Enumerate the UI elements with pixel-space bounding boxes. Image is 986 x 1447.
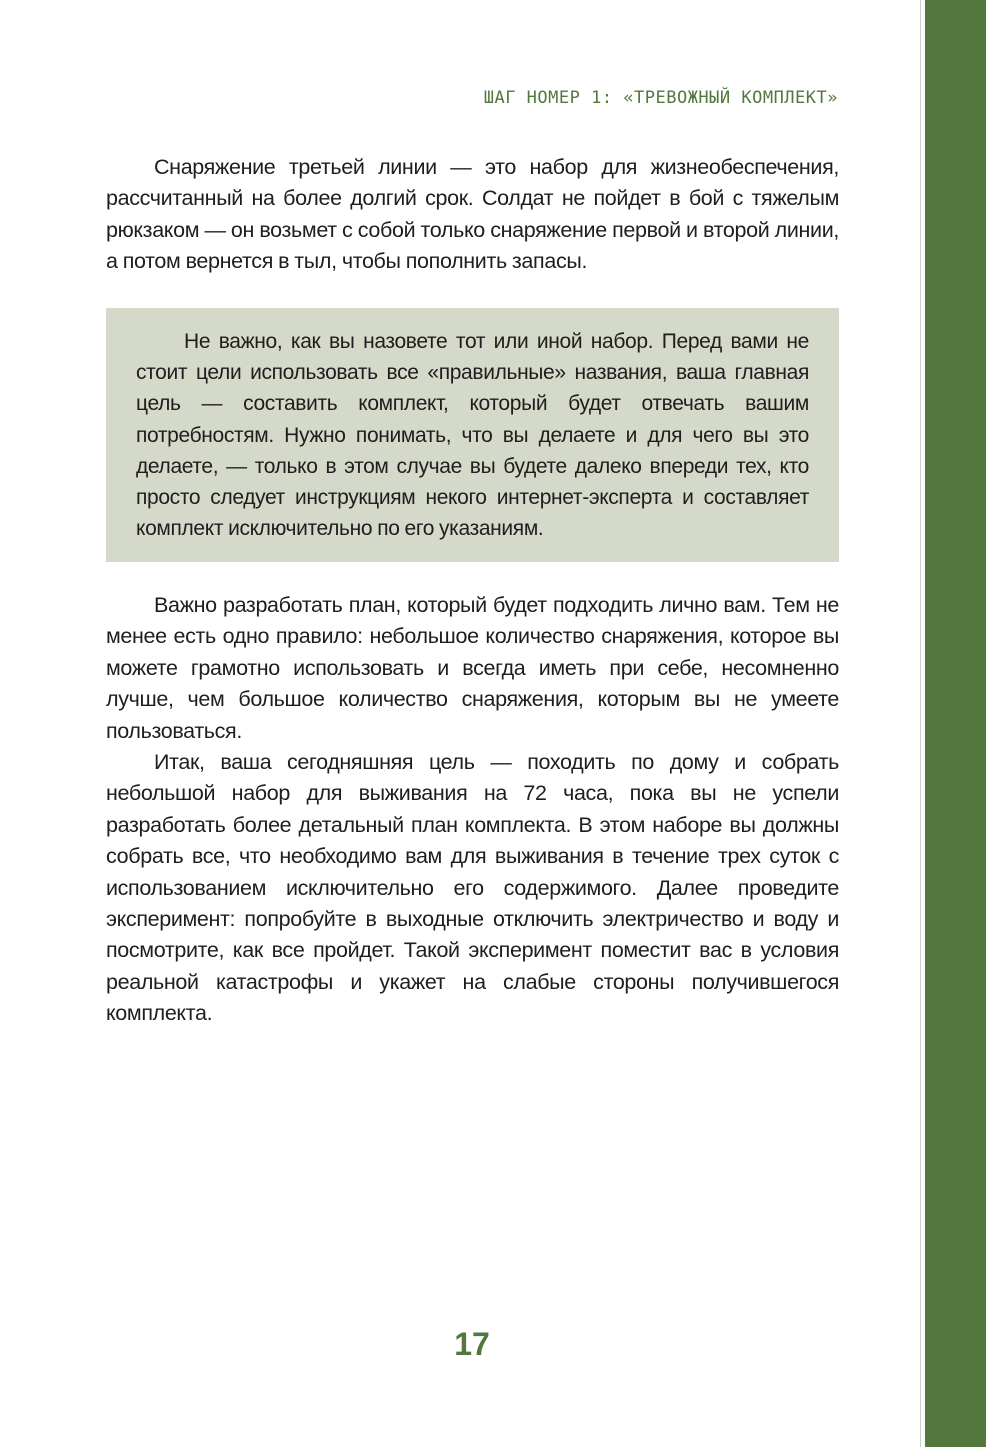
callout-box xyxy=(106,308,839,562)
paragraph-text: Снаряжение третьей линии — это набор для жизнеобеспечения, рассчитанный на более долгий срок. Солдат не пойдет в бой с тяжелым рюкзаком — он возьмет с собой только снаряжение первой и второй линии, а потом вернется в тыл, чтобы пополнить запасы. xyxy=(106,155,839,274)
paragraph-text: Важно разработать план, который будет подходить лично вам. Тем не менее есть одно правило: небольшое количество снаряжения, которое вы можете грамотно использовать и всегда иметь при себе, несомненно лучше, чем большое количество снаряжения, которым вы не умеете пользоваться. xyxy=(106,593,839,743)
body-paragraph-2 xyxy=(106,590,839,747)
body-paragraph-3 xyxy=(106,747,839,1030)
side-color-bar xyxy=(921,0,986,1447)
callout-text: Не важно, как вы назовете тот или иной набор. Перед вами не стоит цели использовать все «правильные» названия, ваша главная цель — составить комплект, который будет отвечать вашим потребностям. Нужно понимать, что вы делаете и для чего вы это делаете, — только в этом случае вы будете далеко впереди тех, кто просто следует инструкциям некого интернет-эксперта и составляет комплект исключительно по его указаниям. xyxy=(136,330,809,541)
running-header: ШАГ НОМЕР 1: «ТРЕВОЖНЫЙ КОМПЛЕКТ» xyxy=(483,88,838,108)
paragraph-text: Итак, ваша сегодняшняя цель — походить по дому и собрать небольшой набор для выживания на 72 часа, пока вы не успели разработать более детальный план комплекта. В этом наборе вы должны собрать все, что необходимо вам для выживания в течение трех суток с использованием исключительно его содержимого. Далее проведите эксперимент: попробуйте в выходные отключить электричество и воду и посмотрите, как все пройдет. Такой эксперимент поместит вас в условия реальной катастрофы и укажет на слабые стороны получившегося комплекта. xyxy=(106,750,839,1026)
page-number: 17 xyxy=(454,1326,490,1362)
body-paragraph-1 xyxy=(106,152,839,278)
